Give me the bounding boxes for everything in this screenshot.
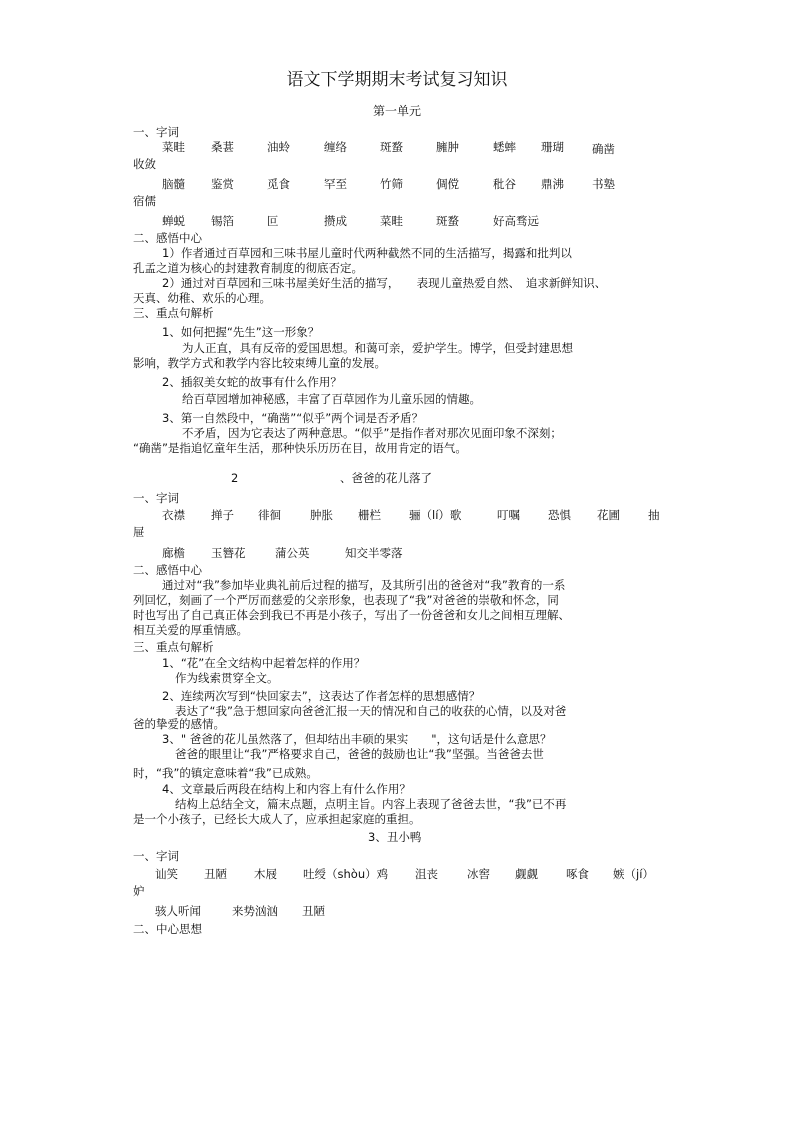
paragraph-line: 天真、幼稚、欢乐的心理。 [133,291,271,305]
vocab-word: 花圃 [597,508,620,522]
section-heading-words: 一、字词 [133,849,179,863]
vocab-word: 油蛉 [267,140,290,154]
vocab-word: 知交半零落 [345,546,403,560]
answer-line: 时，“我”的镇定意味着“我”已成熟。 [133,766,318,780]
vocab-word: 确凿 [592,142,615,156]
section-heading-center: 二、中心思想 [133,922,202,936]
paragraph-line: 相互关爱的厚重情感。 [133,623,248,637]
vocab-word: 斑蝥 [436,214,459,228]
vocab-word: 好高骛远 [493,214,539,228]
vocab-word: 斑蝥 [380,140,403,154]
vocab-word: 秕谷 [493,177,516,191]
vocab-word: 徘徊 [258,508,281,522]
question: 2、连续两次写到“快回家去”，这表达了作者怎样的思想感情？ [162,689,481,703]
answer-line: 是一个小孩子，已经长大成人了，应承担起家庭的重担。 [133,812,421,826]
vocab-word: 蒲公英 [275,546,310,560]
vocab-word: 栅栏 [358,508,381,522]
vocab-word: 蟋蟀 [493,140,516,154]
vocab-word: 收敛 [133,157,156,171]
section-heading-words: 一、字词 [133,491,179,505]
vocab-word: 肿胀 [310,508,333,522]
vocab-word: 宿儒 [133,194,156,208]
vocab-word: 缠络 [324,140,347,154]
vocab-word: 吐绶（shòu）鸡 [303,867,389,881]
vocab-word: 掸子 [211,508,234,522]
answer-line: 作为线索贯穿全文。 [175,671,279,685]
section-number: 2 [231,471,239,485]
vocab-word: 冰窖 [467,867,490,881]
section-heading-words: 一、字词 [133,125,179,139]
vocab-word: 倜傥 [436,177,459,191]
vocab-word: 桑葚 [211,140,234,154]
vocab-word: 菜畦 [162,140,185,154]
question: 2、插叙美女蛇的故事有什么作用？ [162,375,342,389]
paragraph-line: 1）作者通过百草园和三味书屋儿童时代两种截然不同的生活描写，揭露和批判以 [162,246,572,260]
answer-line: 给百草园增加神秘感，丰富了百草园作为儿童乐园的情趣。 [182,392,481,406]
vocab-word: 骊（lí）歌 [409,508,462,522]
vocab-word: 叮嘱 [497,508,520,522]
vocab-word: 沮丧 [415,867,438,881]
section-title: 、爸爸的花儿落了 [340,471,432,485]
vocab-word: 觑觑 [515,867,538,881]
vocab-word: 锡箔 [211,214,234,228]
vocab-word: 丑陋 [204,867,227,881]
answer-line: 为人正直，具有反帝的爱国思想。和蔼可亲，爱护学生。博学，但受封建思想 [182,341,573,355]
paragraph-line: 列回忆，刻画了一个严厉而慈爱的父亲形象，也表现了“我”对爸爸的崇敬和怀念，同 [133,593,559,607]
paragraph-line: 孔孟之道为核心的封建教育制度的彻底否定。 [133,261,363,275]
vocab-word: 讪笑 [155,867,178,881]
vocab-word: 菜畦 [380,214,403,228]
vocab-word: 叵 [267,214,279,228]
vocab-word: 珊瑚 [541,140,564,154]
vocab-word: 脑髓 [162,177,185,191]
vocab-word: 攒成 [324,214,347,228]
answer-line: 爸的挚爱的感情。 [133,717,225,731]
vocab-word: 啄食 [566,867,589,881]
answer-line: 不矛盾，因为它表达了两种意思。“似乎”是指作者对那次见面印象不深刻； [182,426,562,440]
vocab-word: 妒 [133,884,145,898]
vocab-word: 鼎沸 [541,177,564,191]
answer-line: 结构上总结全文，篇末点题，点明主旨。内容上表现了爸爸去世，“我”已不再 [175,797,567,811]
question: 1、“花”在全文结构中起着怎样的作用？ [162,656,366,670]
paragraph-line: 2）通过对百草园和三味书屋美好生活的描写， 表现儿童热爱自然、 追求新鲜知识、 [162,276,607,290]
question: 4、文章最后两段在结构上和内容上有什么作用？ [162,782,411,796]
paragraph-line: 时也写出了自己真正体会到我已不再是小孩子，写出了一份爸爸和女儿之间相互理解、 [133,608,570,622]
vocab-word: 竹筛 [380,177,403,191]
question: 3、" 爸爸的花儿虽然落了，但却结出丰硕的果实 "，这句话是什么意思？ [162,732,552,746]
vocab-word: 鉴赏 [211,177,234,191]
vocab-word: 衣襟 [162,508,185,522]
vocab-word: 木屐 [254,867,277,881]
vocab-word: 蝉蜕 [162,214,185,228]
vocab-word: 臃肿 [436,140,459,154]
question: 1、如何把握“先生”这一形象？ [162,325,320,339]
answer-line: 爸爸的眼里让“我”严格要求自己，爸爸的鼓励也让“我”坚强。当爸爸去世 [175,747,544,761]
section-heading-feel: 二、感悟中心 [133,563,202,577]
vocab-word: 来势汹汹 [232,904,278,918]
vocab-word: 廊檐 [162,546,185,560]
section-title: 3、丑小鸭 [368,830,422,844]
vocab-word: 觅食 [267,177,290,191]
answer-line: “确凿”是指追忆童年生活，那种快乐历历在目，故用肯定的语气。 [133,441,467,455]
vocab-word: 屉 [133,525,145,539]
answer-line: 影响，教学方式和教学内容比较束缚儿童的发展。 [133,356,386,370]
vocab-word: 骇人听闻 [155,904,201,918]
unit-heading: 第一单元 [372,104,421,118]
vocab-word: 丑陋 [302,904,325,918]
document-title: 语文下学期期末考试复习知识 [286,70,508,90]
section-heading-key: 三、重点句解析 [133,306,214,320]
vocab-word: 罕至 [324,177,347,191]
vocab-word: 书塾 [592,177,615,191]
question: 3、第一自然段中，“确凿”“似乎”两个词是否矛盾？ [162,411,424,425]
section-heading-feel: 二、感悟中心 [133,231,202,245]
answer-line: 表达了“我”急于想回家向爸爸汇报一天的情况和自己的收获的心情，以及对爸 [175,704,567,718]
vocab-word: 嫉（jí） [613,867,654,881]
paragraph-line: 通过对“我”参加毕业典礼前后过程的描写，及其所引出的爸爸对“我”教育的一系 [162,578,566,592]
vocab-word: 抽 [648,508,660,522]
vocab-word: 玉簪花 [211,546,246,560]
section-heading-key: 三、重点句解析 [133,640,214,654]
vocab-word: 恐惧 [548,508,571,522]
